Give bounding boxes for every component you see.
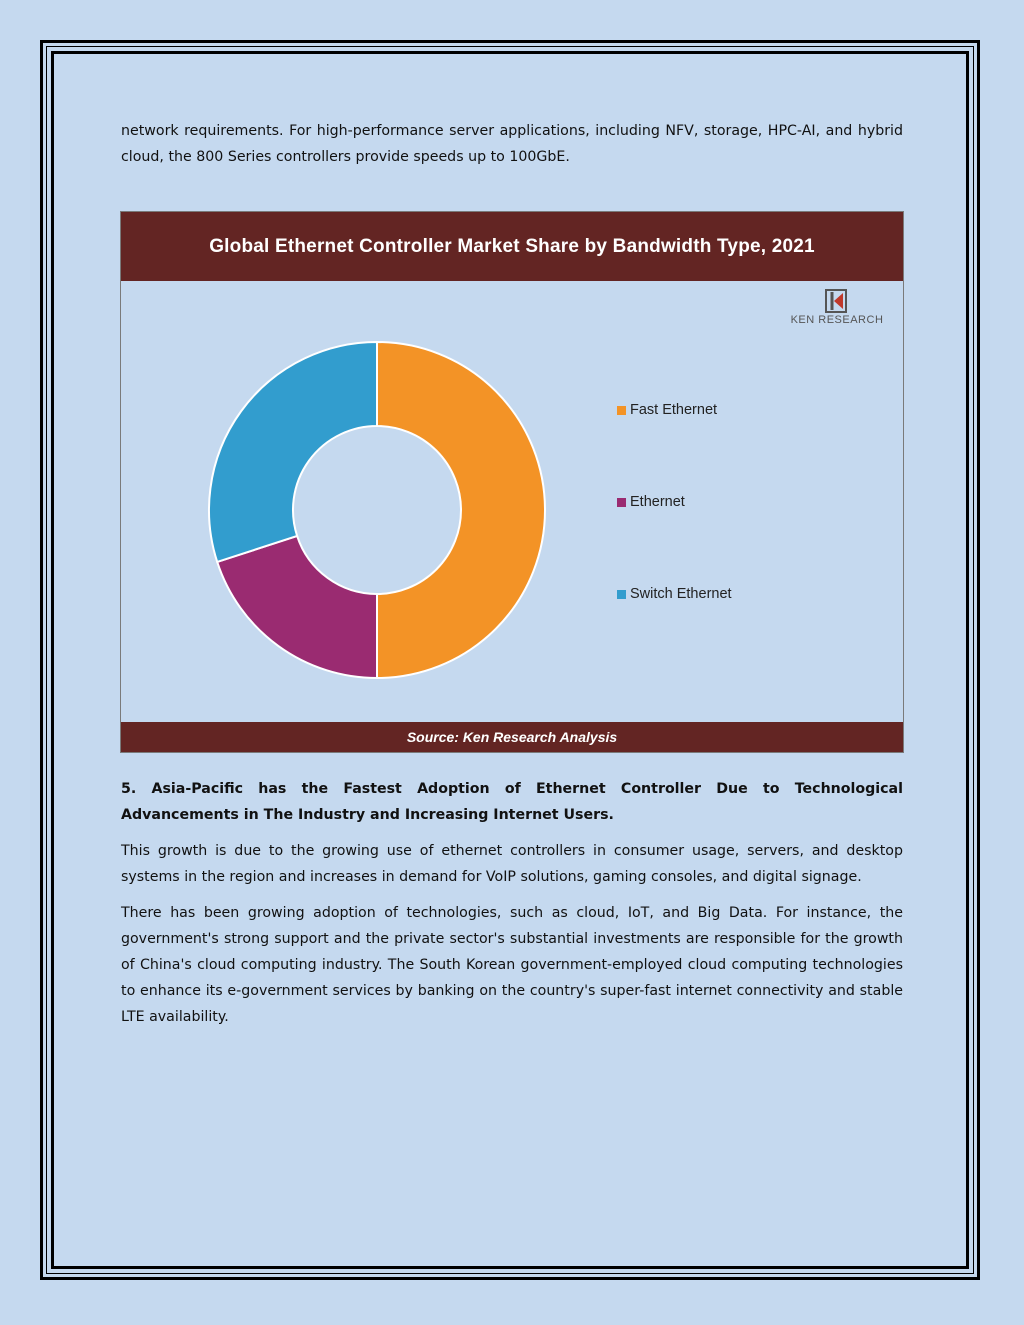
donut-slice-switch-ethernet xyxy=(209,342,377,562)
section-heading: 5. Asia-Pacific has the Fastest Adoption of Ethernet Controller Due to Technological Advancements in The Industry and Increasing Internet Users. xyxy=(121,781,903,823)
donut-slice-fast-ethernet xyxy=(377,342,545,678)
legend-label: Switch Ethernet xyxy=(630,586,732,602)
ken-research-logo xyxy=(776,288,898,328)
legend-label: Ethernet xyxy=(630,494,685,510)
legend-swatch xyxy=(617,498,626,507)
ken-research-logo-icon xyxy=(776,288,898,314)
chart-source: Source: Ken Research Analysis xyxy=(121,722,903,752)
logo-text: KEN RESEARCH xyxy=(790,314,884,326)
body-paragraph-1: This growth is due to the growing use of ethernet controllers in consumer usage, servers, and desktop systems in the region and increases in demand for VoIP solutions, gaming consoles, and digital signage. xyxy=(121,843,903,885)
chart-container xyxy=(120,211,904,753)
donut-slice-ethernet xyxy=(217,536,377,678)
legend-swatch xyxy=(617,406,626,415)
body-section xyxy=(121,776,903,1030)
legend-label: Fast Ethernet xyxy=(630,402,718,418)
intro-section xyxy=(121,118,903,170)
intro-paragraph: network requirements. For high-performance server applications, including NFV, storage, HPC-AI, and hybrid cloud, the 800 Series controllers provide speeds up to 100GbE. xyxy=(121,123,903,165)
body-paragraph-2: There has been growing adoption of technologies, such as cloud, IoT, and Big Data. For instance, the government's strong support and the private sector's substantial investments are responsible for the growth of China's cloud computing industry. The South Korean government-employed cloud computing technologies to enhance its e-government services by banking on the country's super-fast internet connectivity and stable LTE availability. xyxy=(121,905,903,1025)
legend-item-switch-ethernet xyxy=(617,586,732,602)
legend-swatch xyxy=(617,590,626,599)
legend-item-fast-ethernet xyxy=(617,402,717,418)
legend-item-ethernet xyxy=(617,494,685,510)
donut-chart xyxy=(207,340,547,680)
chart-title: Global Ethernet Controller Market Share by Bandwidth Type, 2021 xyxy=(121,212,903,281)
